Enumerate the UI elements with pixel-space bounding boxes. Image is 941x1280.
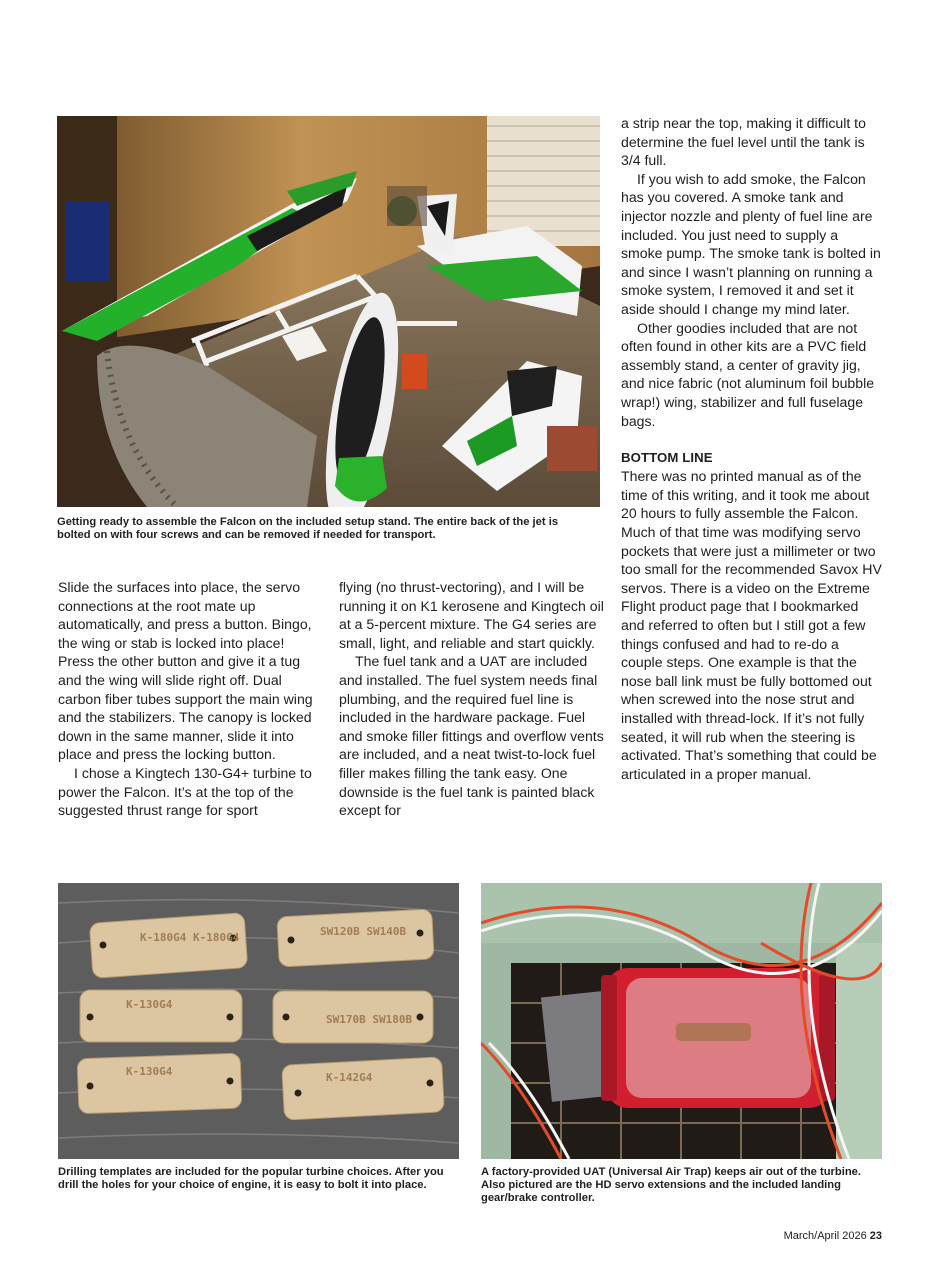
templates-photo <box>58 883 459 1159</box>
page-number: 23 <box>869 1230 882 1242</box>
column-3 <box>621 114 883 783</box>
template-label: K-130G4 <box>126 998 173 1011</box>
template-label: K-130G4 <box>126 1065 173 1078</box>
uat-photo-art <box>481 883 882 1159</box>
issue-date: March/April 2026 <box>783 1230 867 1242</box>
top-photo-caption: Getting ready to assemble the Falcon on the included setup stand. The entire back of the jet is bolted on with four screws and can be removed if needed for transport. <box>57 516 559 541</box>
page-footer <box>784 1230 882 1242</box>
column-1 <box>58 578 320 820</box>
template-label: K-180G4 K-180G4 <box>140 931 240 944</box>
top-photo-art <box>57 116 600 507</box>
uat-caption: A factory-provided UAT (Universal Air Trap) keeps air out of the turbine. Also pictured are the HD servo extensions and the included landing gear/brake controller. <box>481 1166 862 1204</box>
paragraph: Slide the surfaces into place, the servo connections at the root mate up automatically, and press a button. Bingo, the wing or stab is locked into place! Press the other button and give it a tug and the wing will slide right off. Dual carbon fiber tubes support the main wing and the stabilizers. The canopy is locked down in the same manner, slide it into place and press the locking button. <box>58 579 313 763</box>
paragraph: If you wish to add smoke, the Falcon has you covered. A smoke tank and injector nozzle and plenty of fuel line are included. You just need to supply a smoke pump. The smoke tank is bolted in and since I wasn’t planning on running a smoke system, I removed it and set it aside should I change my mind later. <box>621 170 881 317</box>
template-label: SW120B SW140B <box>320 925 407 938</box>
section-gap <box>621 430 883 449</box>
template-label: K-142G4 <box>326 1071 373 1084</box>
paragraph: There was no printed manual as of the time of this writing, and it took me about 20 hours to fully assemble the Falcon. Much of that time was modifying servo pockets that were just a millimeter or two too small for the recommended Savox HV servos. There is a video on the Extreme Flight product page that I bookmarked and referred to often but I still got a few things confused and had to re-do a couple steps. One example is that the nose ball link must be fully bottomed out when screwed into the nose strut and installed with thread-lock. If it’s not fully seated, it will rub when the steering is activated. That’s something that could be articulated in a proper manual. <box>621 468 882 782</box>
paragraph: flying (no thrust-vectoring), and I will be running it on K1 kerosene and Kingtech oil at a 5-percent mixture. The G4 series are small, light, and reliable and start quickly. <box>339 579 604 651</box>
uat-photo <box>481 883 882 1159</box>
paragraph: Other goodies included that are not often found in other kits are a PVC field assembly stand, a center of gravity jig, and nice fabric (not aluminum foil bubble wrap!) wing, stabilizer and full fuselage bags. <box>621 319 875 429</box>
paragraph: I chose a Kingtech 130-G4+ turbine to power the Falcon. It’s at the top of the suggested thrust range for sport <box>58 764 312 819</box>
template-label: SW170B SW180B <box>326 1013 413 1026</box>
top-photo <box>57 116 600 507</box>
column-2 <box>339 578 604 820</box>
section-heading: BOTTOM LINE <box>621 449 713 465</box>
paragraph: a strip near the top, making it difficult to determine the fuel level until the tank is 3/4 full. <box>621 115 866 169</box>
templates-photo-art <box>58 883 459 1159</box>
templates-caption: Drilling templates are included for the popular turbine choices. After you drill the holes for your choice of engine, it is easy to bolt it into place. <box>58 1166 444 1191</box>
paragraph: The fuel tank and a UAT are included and installed. The fuel system needs final plumbing, and the required fuel line is included in the hardware package. Fuel and smoke filler fittings and overflow vents are included, and a neat twist-to-lock fuel filler makes filling the tank easy. One downside is the fuel tank is painted black except for <box>339 653 604 819</box>
